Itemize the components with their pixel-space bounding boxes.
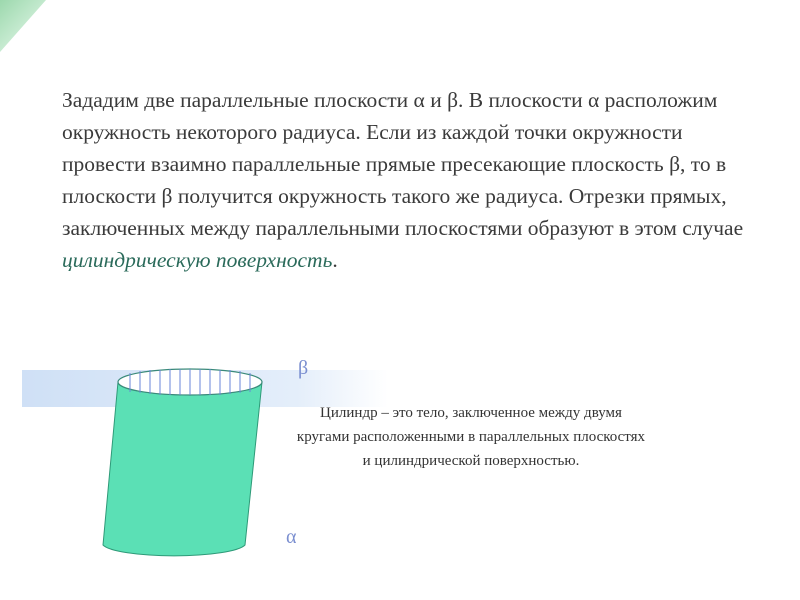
cylindrical-surface-term: цилиндрическую поверхность [62,248,333,272]
plane-beta-label: β [298,357,309,379]
cylinder-surface [103,382,262,556]
main-text-end: . [332,248,338,272]
main-text: Зададим две параллельные плоскости α и β. В плоскости α расположим окружность некоторого радиуса. Если из каждой точки окружности провести взаимно параллельные прямые пресекающие плоскость β, то в плоскости β получится окружность такого же радиуса. Отрезки прямых, заключенных между параллельными плоскостями образуют в этом случае [62,88,744,240]
cylinder-definition: Цилиндр – это тело, заключенное между двумя кругами расположенными в параллельных плоскостях и цилиндрической поверхностью. [296,405,646,469]
main-paragraph [62,84,762,276]
corner-decoration [0,0,46,52]
plane-alpha-label: α [286,526,297,548]
